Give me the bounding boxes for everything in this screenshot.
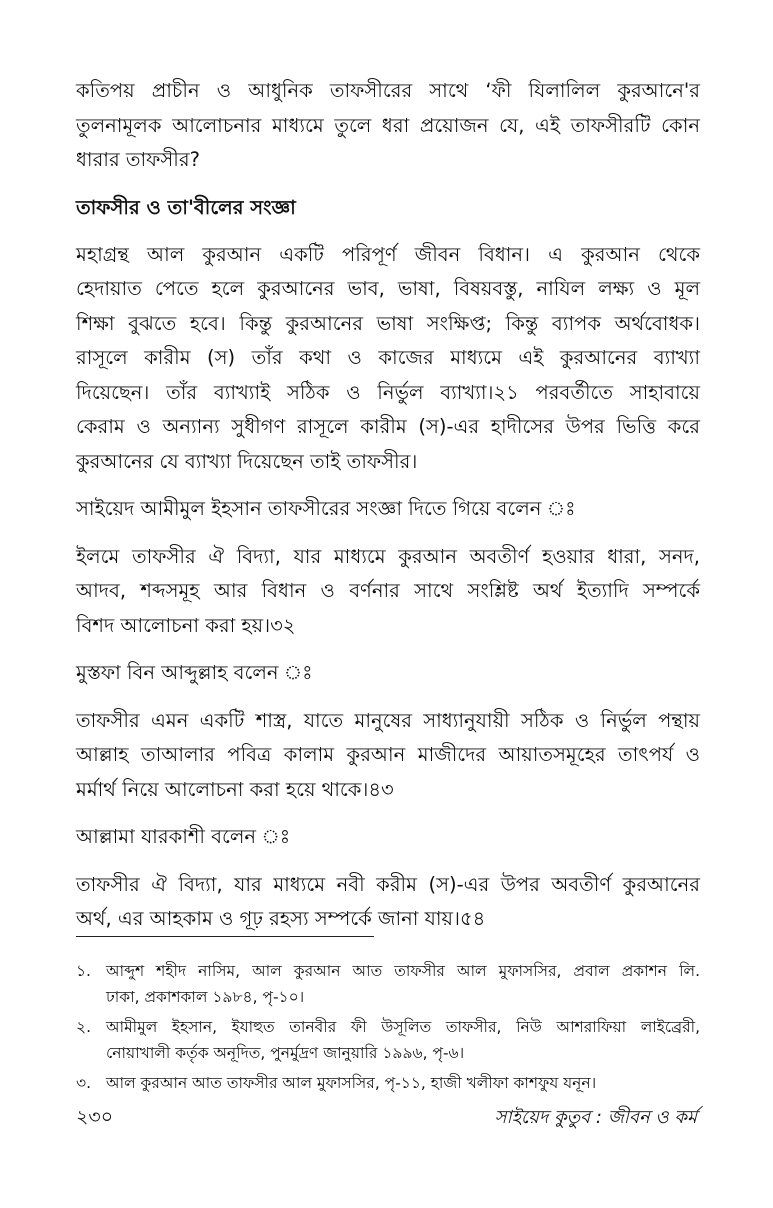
footnote-number: ১. (76, 962, 91, 980)
intro-paragraph (76, 74, 700, 178)
footnote-text (106, 1070, 700, 1096)
text-line: কতিপয় প্রাচীন ও আধুনিক তাফসীরের সাথে ‘ফী যিলালিল কুরআনে'র (76, 79, 700, 102)
text-line: তাফসীর ঐ বিদ্যা, যার মাধ্যমে নবী করীম (স)-এর উপর অবতীর্ণ কুরআনের (76, 872, 700, 896)
quote-intro-zarkashi (76, 820, 700, 855)
page-number: ২৩০ (76, 1106, 114, 1128)
text-line: কুরআনের যে ব্যাখ্যা দিয়েছেন তাই তাফসীর। (76, 449, 418, 473)
quote-intro-mustafa (76, 656, 700, 691)
text-line: আল্লাহ তাআলার পবিত্র কালাম কুরআন মাজীদের আয়াতসমূহের তাৎপর্য ও (76, 743, 700, 766)
footnote-line: নোয়াখালী কর্তৃক অনূদিত, পুনর্মুদ্রণ জানুয়ারি ১৯৯৬, পৃ-৬। (106, 1044, 465, 1062)
text-line: কেরাম ও অন্যান্য সুধীগণ রাসূলে কারীম (স)-এর হাদীসের উপর ভিত্তি করে (76, 415, 700, 438)
footnote-line: আব্দুশ শহীদ নাসিম, আল কুরআন আত তাফসীর আল মুফাসসির, প্রবাল প্রকাশন লি. (106, 962, 700, 980)
text-line: ইলমে তাফসীর ঐ বিদ্যা, যার মাধ্যমে কুরআন অবতীর্ণ হওয়ার ধারা, সনদ, (76, 544, 700, 568)
text-line: দিয়েছেন। তাঁর ব্যাখ্যাই সঠিক ও নির্ভুল ব্যাখ্যা।২১ পরবর্তীতে সাহাবায়ে (76, 380, 700, 404)
text-line: তুলনামূলক আলোচনার মাধ্যমে তুলে ধরা প্রয়োজন যে, এই তাফসীরটি কোন (76, 113, 700, 137)
text-line: রাসূলে কারীম (স) তাঁর কথা ও কাজের মাধ্যমে এই কুরআনের ব্যাখ্যা (76, 346, 700, 369)
text-line: তাফসীর এমন একটি শাস্ত্র, যাতে মানুষের সাধ্যানুযায়ী সঠিক ও নির্ভুল পন্থায় (76, 708, 700, 732)
footnotes (76, 958, 700, 1100)
text-line: হেদায়াত পেতে হলে কুরআনের ভাব, ভাষা, বিষয়বস্তু, নাযিল লক্ষ্য ও মূল (76, 277, 700, 300)
text-line: আল্লামা যারকাশী বলেন ঃ (76, 825, 291, 848)
section-heading: তাফসীর ও তা'বীলের সংজ্ঞা (76, 195, 296, 219)
footnote-item (76, 1014, 700, 1066)
text-line: আদব, শব্দসমূহ আর বিধান ও বর্ণনার সাথে সংশ্লিষ্ট অর্থ ইত্যাদি সম্পর্কে (76, 579, 700, 602)
footnote-item (76, 958, 700, 1010)
definition-paragraph (76, 238, 700, 480)
footnote-text (106, 958, 700, 1010)
footnote-number: ২. (76, 1018, 92, 1036)
footnote-number: ৩. (76, 1074, 92, 1092)
text-line: মুস্তফা বিন আব্দুল্লাহ বলেন ঃ (76, 661, 313, 684)
footnote-line: ঢাকা, প্রকাশকাল ১৯৮৪, পৃ-১০। (106, 988, 305, 1006)
text-line: মর্মার্থ নিয়ে আলোচনা করা হয়ে থাকে।৪৩ (76, 777, 394, 801)
quote-mustafa (76, 704, 700, 808)
page-body (76, 74, 700, 950)
text-line: অর্থ, এর আহকাম ও গূঢ় রহস্য সম্পর্কে জানা যায়।৫৪ (76, 907, 486, 930)
footnote-item (76, 1070, 700, 1096)
text-line: বিশদ আলোচনা করা হয়।৩২ (76, 613, 296, 637)
footnote-text (106, 1014, 700, 1066)
text-line: সাইয়েদ আমীমুল ইহসান তাফসীরের সংজ্ঞা দিতে গিয়ে বলেন ঃ (76, 497, 576, 520)
running-title: সাইয়েদ কুতুব : জীবন ও কর্ম (494, 1107, 697, 1128)
footnote-line: আমীমুল ইহসান, ইযাহুত তানবীর ফী উসূলিত তাফসীর, নিউ আশরাফিয়া লাইব্রেরী, (106, 1018, 700, 1036)
quote-zarkashi (76, 868, 700, 937)
quote-amimul (76, 540, 700, 644)
text-line: ধারার তাফসীর? (76, 148, 200, 171)
text-line: শিক্ষা বুঝতে হবে। কিন্তু কুরআনের ভাষা সংক্ষিপ্ত; কিন্তু ব্যাপক অর্থবোধক। (76, 311, 700, 335)
footnote-line: আল কুরআন আত তাফসীর আল মুফাসসির, পৃ-১১, হাজী খলীফা কাশফুয যনূন। (106, 1074, 597, 1092)
footnote-divider (76, 936, 374, 937)
text-line: মহাগ্রন্থ আল কুরআন একটি পরিপূর্ণ জীবন বিধান। এ কুরআন থেকে (76, 242, 700, 266)
quote-intro-amimul (76, 492, 700, 527)
